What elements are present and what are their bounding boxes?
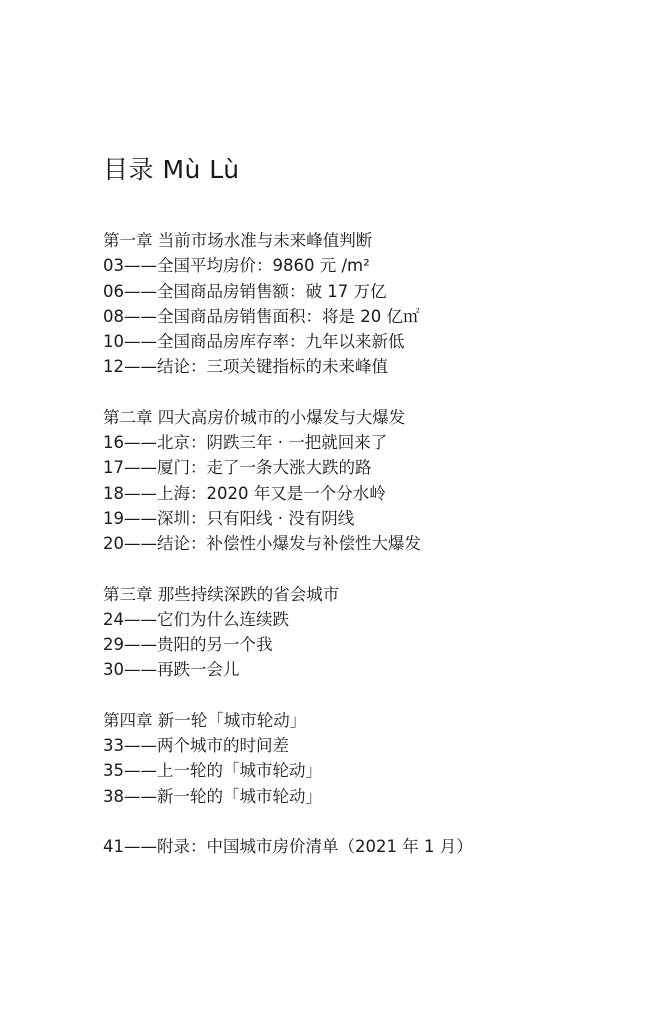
toc-appendix: 41——附录：中国城市房价清单（2021 年 1 月） — [103, 836, 473, 856]
toc-entry: 17——厦门：走了一条大涨大跌的路 — [103, 458, 372, 478]
chapter-4 — [103, 708, 643, 809]
toc-entry: 30——再跌一会儿 — [103, 660, 240, 680]
toc-title: 目录 Mù Lù — [103, 155, 240, 184]
toc-entry: 20——结论：补偿性小爆发与补偿性大爆发 — [103, 534, 421, 554]
chapter-heading: 第二章 四大高房价城市的小爆发与大爆发 — [103, 407, 406, 427]
toc-entry: 35——上一轮的「城市轮动」 — [103, 761, 322, 781]
toc-entry: 10——全国商品房库存率：九年以来新低 — [103, 332, 405, 352]
toc-entry: 29——贵阳的另一个我 — [103, 635, 273, 655]
toc-entry: 33——两个城市的时间差 — [103, 736, 289, 756]
toc-body — [103, 228, 643, 859]
toc-entry: 12——结论：三项关键指标的未来峰值 — [103, 357, 388, 377]
toc-entry: 19——深圳：只有阳线 · 没有阴线 — [103, 508, 355, 528]
chapter-heading: 第三章 那些持续深跌的省会城市 — [103, 584, 340, 604]
chapter-heading: 第四章 新一轮「城市轮动」 — [103, 710, 307, 730]
chapter-2 — [103, 405, 643, 557]
toc-entry: 08——全国商品房销售面积：将是 20 亿㎡ — [103, 306, 420, 326]
toc-entry: 03——全国平均房价：9860 元 /m² — [103, 256, 370, 276]
chapter-1 — [103, 228, 643, 380]
chapter-heading: 第一章 当前市场水准与未来峰值判断 — [103, 231, 373, 250]
toc-entry: 18——上海：2020 年又是一个分水岭 — [103, 483, 386, 503]
toc-entry: 16——北京：阴跌三年 · 一把就回来了 — [103, 433, 388, 453]
chapter-3 — [103, 582, 643, 683]
toc-entry: 38——新一轮的「城市轮动」 — [103, 786, 322, 806]
toc-entry: 24——它们为什么连续跌 — [103, 609, 289, 629]
toc-entry: 06——全国商品房销售额：破 17 万亿 — [103, 281, 387, 301]
